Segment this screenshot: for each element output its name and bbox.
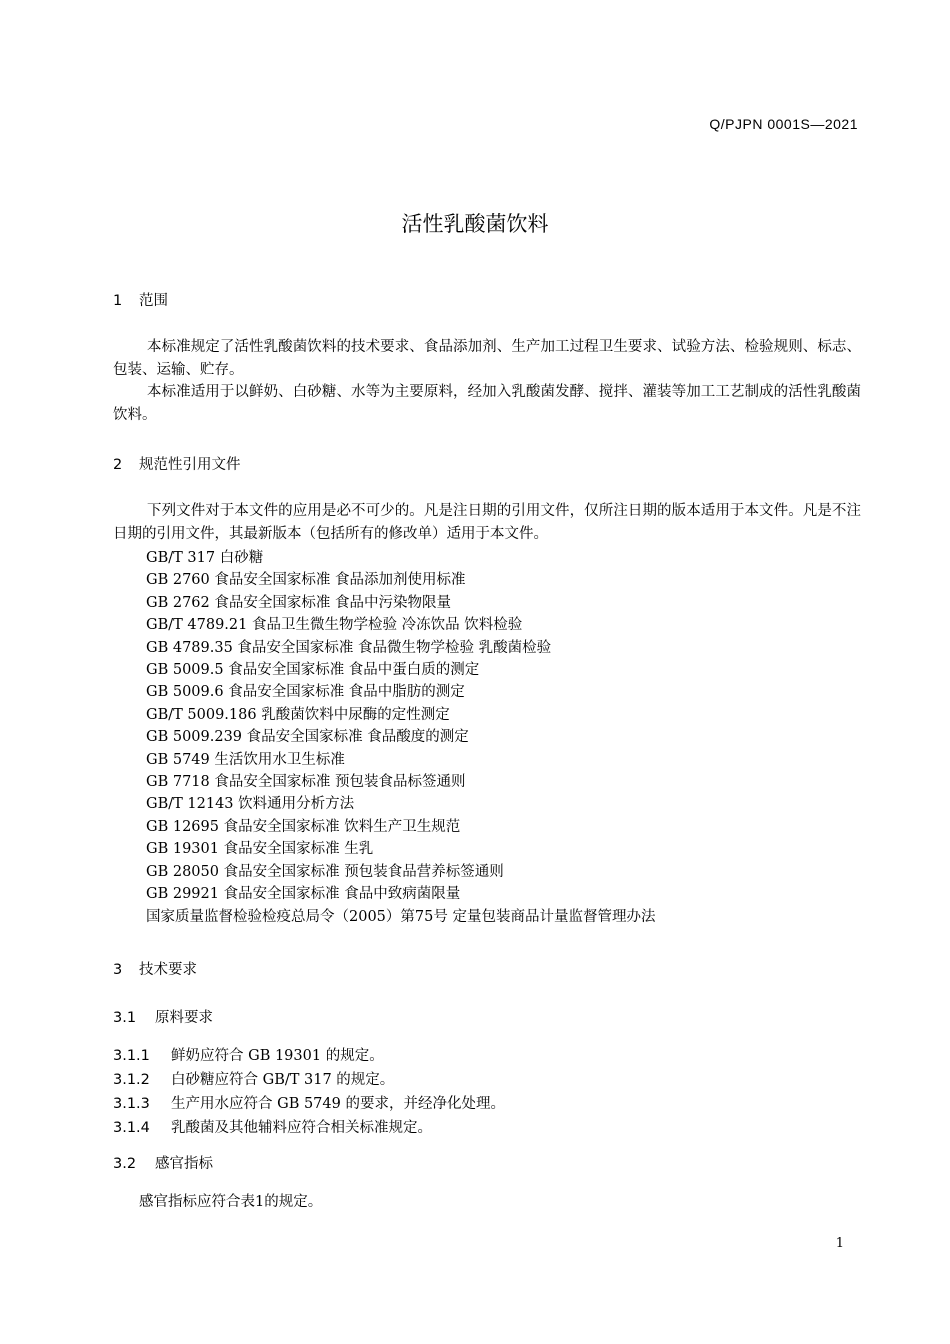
section-3-heading [113, 958, 197, 979]
page-number: 1 [835, 1236, 844, 1251]
requirement-text: 生产用水应符合 GB 5749 的要求，并经净化处理。 [171, 1096, 505, 1112]
requirement-item [113, 1092, 505, 1113]
section-number: 3 [113, 962, 123, 978]
reference-item: 国家质量监督检验检疫总局令（2005）第75号 定量包装商品计量监督管理办法 [146, 908, 656, 925]
reference-item: GB 4789.35 食品安全国家标准 食品微生物学检验 乳酸菌检验 [146, 639, 552, 656]
requirement-item [113, 1116, 432, 1137]
requirement-text: 鲜奶应符合 GB 19301 的规定。 [171, 1048, 384, 1064]
section-title: 范围 [139, 293, 168, 309]
section-number: 3.2 [113, 1156, 137, 1172]
requirement-text: 白砂糖应符合 GB/T 317 的规定。 [171, 1072, 395, 1088]
section-number: 1 [113, 293, 123, 309]
reference-item: GB 5009.239 食品安全国家标准 食品酸度的测定 [146, 729, 469, 746]
requirement-number: 3.1.4 [113, 1120, 150, 1136]
reference-item: GB 28050 食品安全国家标准 预包装食品营养标签通则 [146, 863, 504, 880]
reference-item: GB 7718 食品安全国家标准 预包装食品标签通则 [146, 774, 466, 791]
reference-item: GB/T 4789.21 食品卫生微生物学检验 冷冻饮品 饮料检验 [146, 617, 523, 634]
scope-paragraph-1: 本标准规定了活性乳酸菌饮料的技术要求、食品添加剂、生产加工过程卫生要求、试验方法、检验规则、标志、包装、运输、贮存。 [113, 339, 861, 378]
requirement-item [113, 1044, 384, 1065]
reference-item: GB 5009.5 食品安全国家标准 食品中蛋白质的测定 [146, 662, 480, 679]
page-title: 活性乳酸菌饮料 [401, 212, 549, 236]
section-number: 3.1 [113, 1010, 137, 1026]
reference-list [146, 547, 655, 928]
references-intro: 下列文件对于本文件的应用是必不可少的。凡是注日期的引用文件，仅所注日期的版本适用于本文件。凡是不注日期的引用文件，其最新版本（包括所有的修改单）适用于本文件。 [113, 503, 861, 542]
reference-item: GB 2760 食品安全国家标准 食品添加剂使用标准 [146, 572, 466, 589]
scope-paragraph-2: 本标准适用于以鲜奶、白砂糖、水等为主要原料，经加入乳酸菌发酵、搅拌、灌装等加工工艺制成的活性乳酸菌饮料。 [113, 384, 861, 423]
section-2-heading [113, 453, 241, 474]
section-title: 感官指标 [155, 1156, 213, 1172]
section-title: 技术要求 [139, 962, 197, 978]
reference-item: GB/T 317 白砂糖 [146, 550, 264, 566]
section-1-heading [113, 289, 168, 310]
reference-item: GB 5749 生活饮用水卫生标准 [146, 751, 345, 768]
section-3-2-heading [113, 1152, 213, 1173]
section-number: 2 [113, 457, 123, 473]
document-code: Q/PJPN 0001S—2021 [709, 116, 858, 132]
section-3-1-heading [113, 1006, 213, 1027]
requirement-number: 3.1.2 [113, 1072, 150, 1088]
section-title: 原料要求 [155, 1010, 213, 1026]
reference-item: GB/T 12143 饮料通用分析方法 [146, 796, 355, 813]
sensory-paragraph: 感官指标应符合表1的规定。 [139, 1194, 323, 1210]
reference-item: GB 29921 食品安全国家标准 食品中致病菌限量 [146, 886, 461, 903]
section-title: 规范性引用文件 [139, 457, 241, 473]
requirement-number: 3.1.1 [113, 1048, 150, 1064]
reference-item: GB 2762 食品安全国家标准 食品中污染物限量 [146, 594, 451, 611]
reference-item: GB 5009.6 食品安全国家标准 食品中脂肪的测定 [146, 684, 465, 701]
requirement-number: 3.1.3 [113, 1096, 150, 1112]
reference-item: GB 19301 食品安全国家标准 生乳 [146, 841, 374, 858]
requirement-item [113, 1068, 394, 1089]
reference-item: GB/T 5009.186 乳酸菌饮料中尿酶的定性测定 [146, 706, 450, 723]
reference-item: GB 12695 食品安全国家标准 饮料生产卫生规范 [146, 818, 461, 835]
requirement-text: 乳酸菌及其他辅料应符合相关标准规定。 [171, 1120, 432, 1136]
